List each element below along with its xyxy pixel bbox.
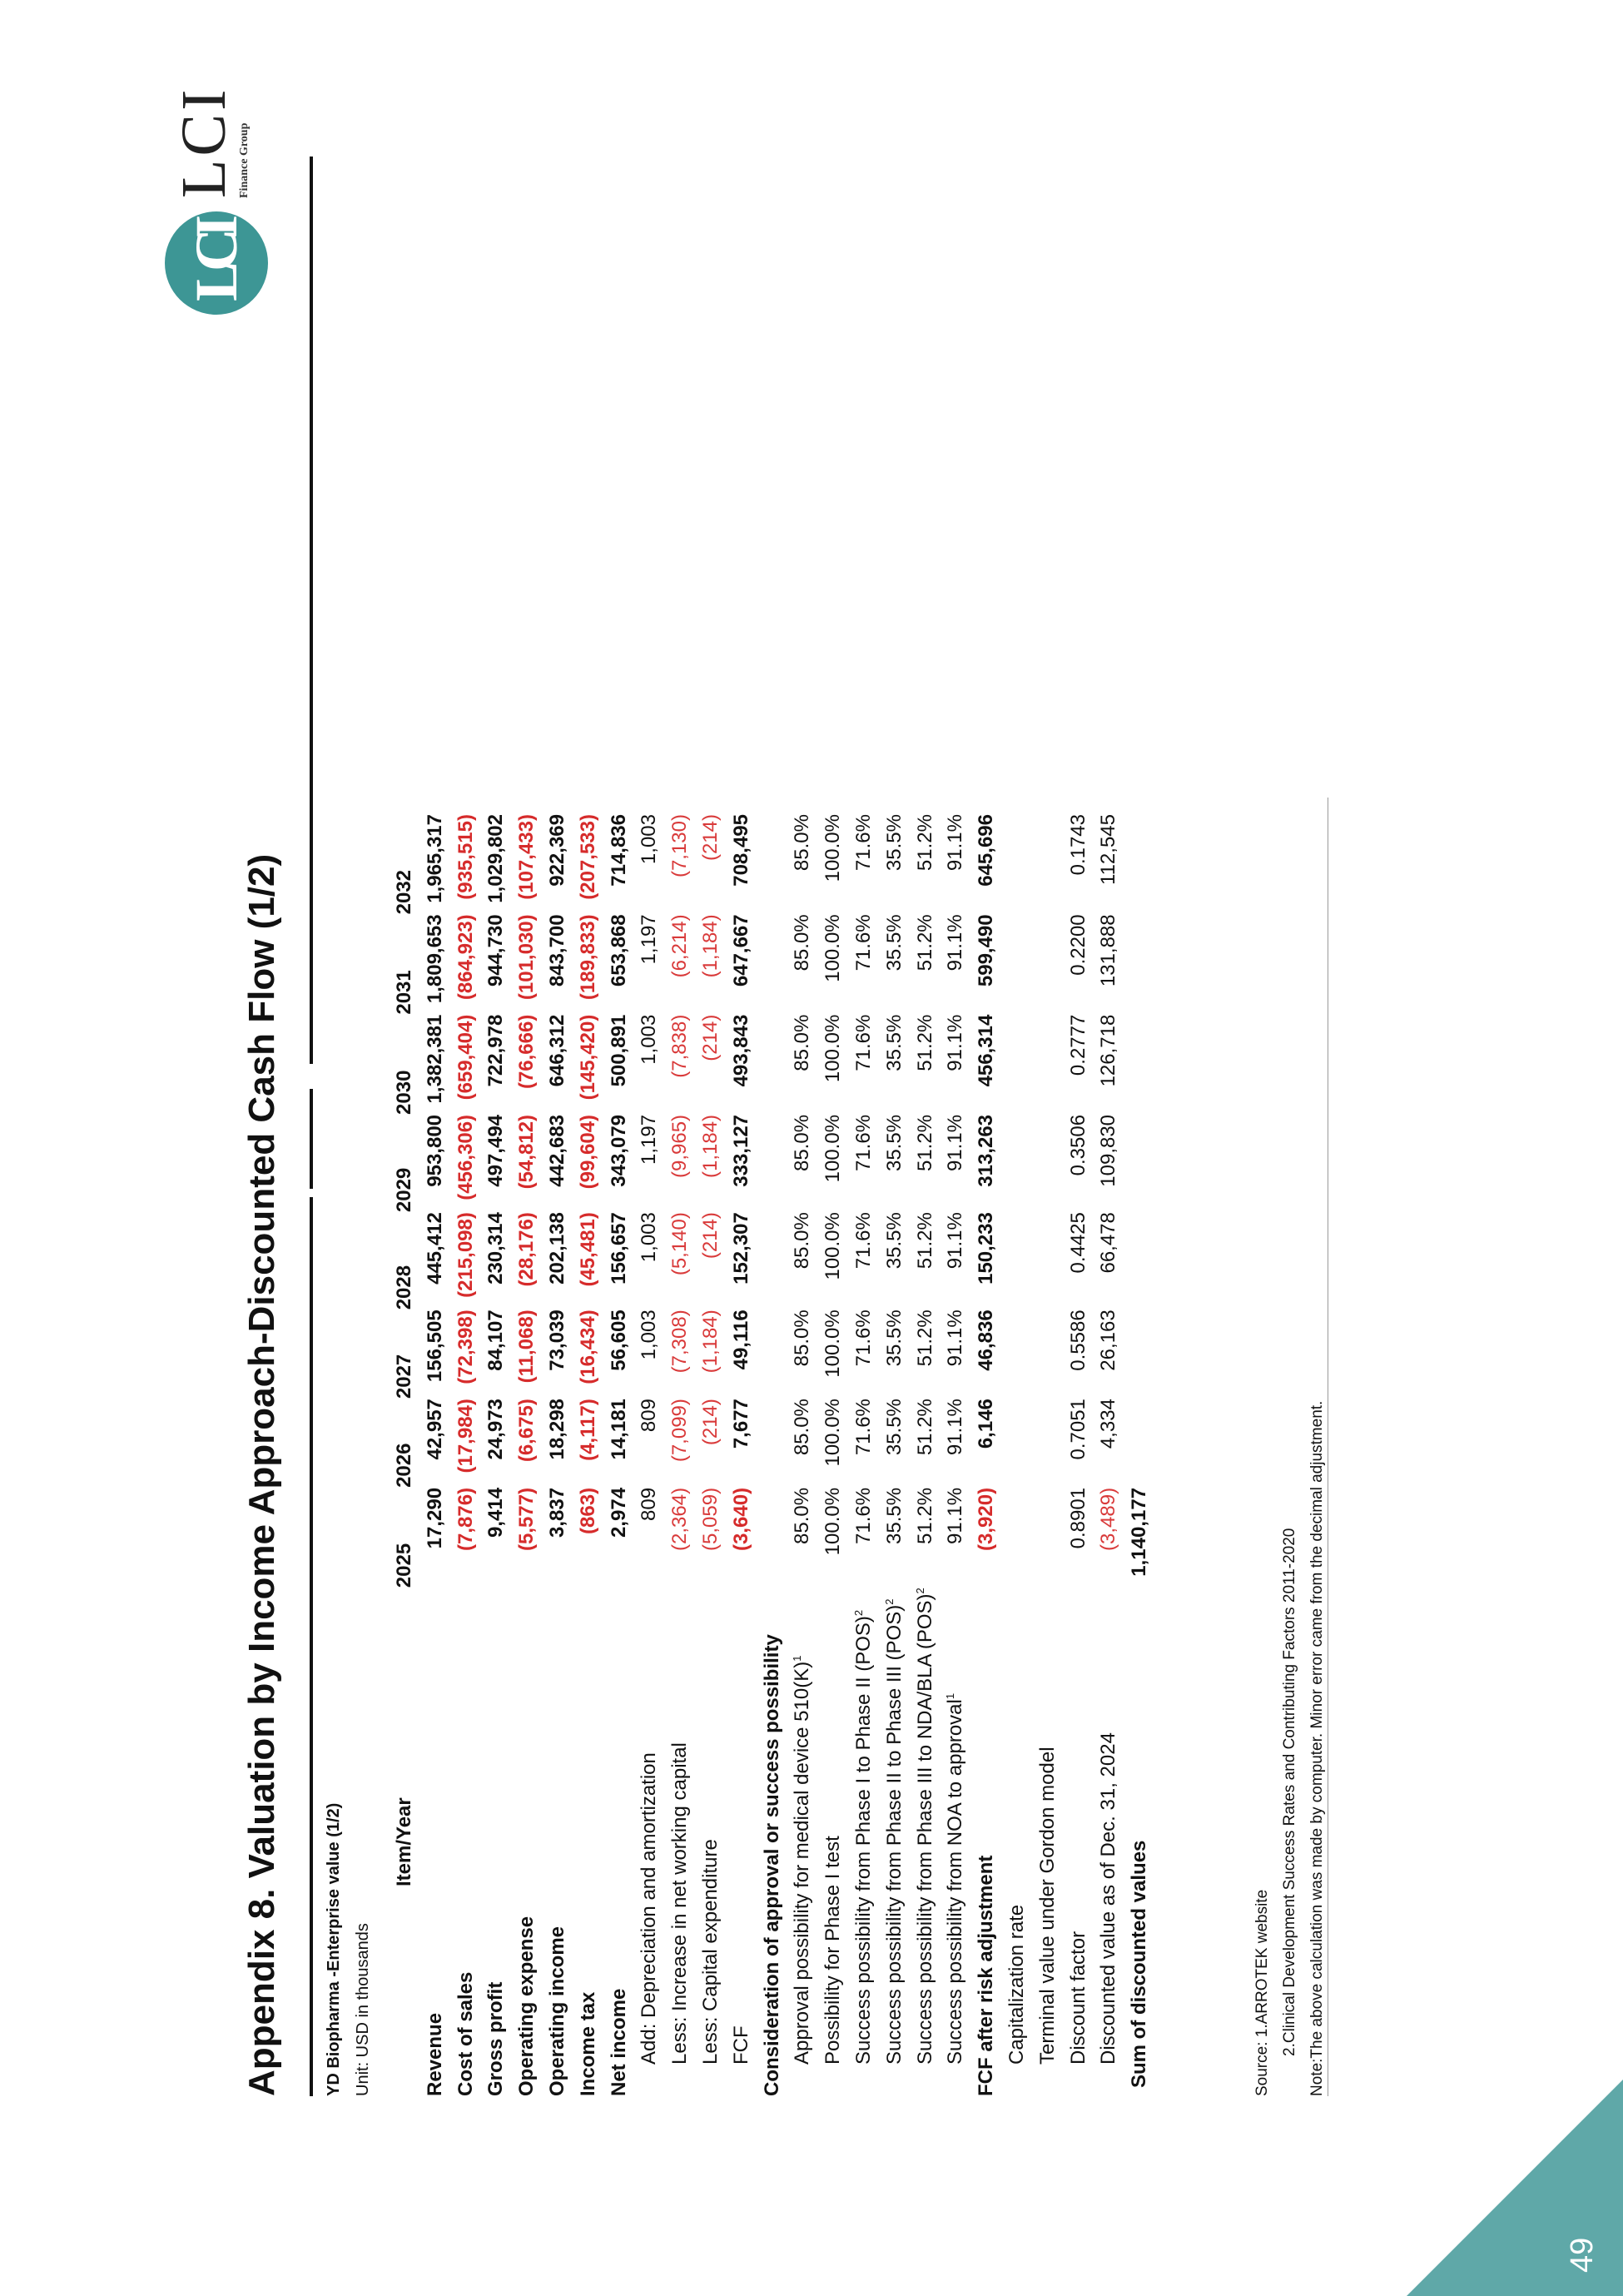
table-cell: (5,577) (515, 1487, 539, 1551)
row-label (481, 1588, 512, 2096)
table-cell: (28,176) (515, 1212, 539, 1287)
table-cell: 73,039 (545, 1310, 568, 1371)
row-label (880, 1588, 911, 2096)
table-cell: 91.1% (944, 1399, 967, 1456)
row-label-text: Discount factor (1066, 1931, 1089, 2065)
row-label (451, 1588, 482, 2096)
table-row (543, 814, 573, 2096)
table-cell: 100.0% (821, 1014, 845, 1083)
table-cell: 230,314 (484, 1212, 508, 1285)
table-cell: 843,700 (545, 914, 568, 987)
table-cell: 131,888 (1097, 914, 1120, 987)
table-row (818, 814, 849, 2096)
table-cell (1124, 1015, 1155, 1115)
table-cell: 100.0% (821, 1212, 845, 1280)
table-cell: 35.5% (882, 1487, 906, 1544)
table-cell: 493,843 (729, 1014, 752, 1087)
page-title: Appendix 8. Valuation by Income Approach-Discounted Cash Flow (1/2) (241, 853, 282, 2096)
table-cell: 809 (638, 1487, 661, 1521)
row-label-text: Income tax (576, 1991, 599, 2096)
table-cell: (7,130) (668, 814, 692, 878)
table-cell: 35.5% (882, 914, 906, 972)
table-cell: (4,117) (576, 1399, 599, 1461)
table-header-row (390, 814, 420, 2096)
table-cell (1124, 1399, 1155, 1488)
table-cell: (863) (576, 1487, 599, 1534)
footnote-marker: 2 (882, 1598, 896, 1605)
table-cell (757, 1015, 788, 1115)
table-cell: (16,434) (576, 1310, 599, 1384)
table-cell: 1,197 (638, 1114, 661, 1165)
table-cell: 24,973 (484, 1399, 508, 1460)
notes-block (1248, 1401, 1331, 2096)
table-cell (1033, 1115, 1064, 1212)
table-body (420, 814, 1155, 2096)
row-label-text: Less: Capital expenditure (698, 1839, 722, 2065)
header-item: Item/Year (393, 1797, 415, 1886)
table-cell: 1,003 (638, 1014, 661, 1065)
header-year: 2027 (393, 1354, 415, 1399)
table-cell: (145,420) (576, 1014, 599, 1101)
unit-label: Unit: USD in thousands (354, 1923, 372, 2096)
table-cell: (72,398) (454, 1310, 477, 1384)
footnote-marker: 2 (913, 1588, 926, 1594)
header-year: 2028 (393, 1265, 415, 1310)
table-cell: 91.1% (944, 914, 967, 972)
table-cell: 51.2% (913, 914, 936, 972)
table-cell (1002, 1488, 1033, 1588)
table-cell: 71.6% (851, 914, 875, 972)
table-cell (1002, 914, 1033, 1014)
header-year: 2026 (393, 1443, 415, 1488)
table-cell: 645,696 (975, 814, 998, 887)
table-row (665, 814, 696, 2096)
row-label (543, 1588, 573, 2096)
table-row (696, 814, 727, 2096)
table-cell: 17,290 (423, 1487, 446, 1549)
row-label (757, 1588, 788, 2096)
table-cell: (214) (698, 1212, 722, 1260)
row-label (911, 1588, 941, 2096)
table-cell: 71.6% (851, 1399, 875, 1456)
table-cell: 100.0% (821, 814, 845, 882)
table-row (481, 814, 512, 2096)
row-label-text: Sum of discounted values (1128, 1840, 1151, 2088)
table-cell: (54,812) (515, 1114, 539, 1190)
table-cell (757, 1212, 788, 1310)
table-cell: (7,838) (668, 1014, 692, 1078)
table-cell (757, 814, 788, 914)
table-cell: 0.1743 (1066, 814, 1089, 876)
page-number: 49 (1565, 2237, 1600, 2273)
row-label-text: Cost of sales (454, 1971, 477, 2096)
table-cell: (3,920) (975, 1487, 998, 1551)
table-cell: 2,974 (607, 1487, 630, 1538)
table-subtitle: YD Biopharma -Enterprise value (1/2) (325, 1802, 343, 2096)
table-cell: 599,490 (975, 914, 998, 987)
table-cell: 0.2200 (1066, 914, 1089, 976)
table-cell: 0.4425 (1066, 1212, 1089, 1274)
table-row (1002, 814, 1033, 2096)
table-cell: 91.1% (944, 1114, 967, 1172)
logo-tagline: Finance Group (238, 122, 251, 198)
table-cell: 56,605 (607, 1310, 630, 1371)
footnote-marker: 1 (791, 1655, 804, 1662)
table-cell: 313,263 (975, 1114, 998, 1187)
table-cell: 51.2% (913, 1399, 936, 1456)
table-cell: 85.0% (791, 1014, 814, 1071)
table-cell: 152,307 (729, 1212, 752, 1285)
table-row (1033, 814, 1064, 2096)
row-label-text: Approval possibility for medical device 510(K) (791, 1661, 814, 2065)
title-rule-right (310, 157, 313, 1064)
table-cell: 333,127 (729, 1114, 752, 1187)
table-cell: 51.2% (913, 1212, 936, 1270)
table-row (634, 814, 665, 2096)
table-cell: 71.6% (851, 1114, 875, 1172)
table-row (727, 814, 757, 2096)
table-cell: 51.2% (913, 1114, 936, 1172)
table-cell: 156,505 (423, 1310, 446, 1383)
table-cell: 100.0% (821, 914, 845, 982)
row-label-text: Less: Increase in net working capital (668, 1742, 692, 2065)
table-cell: 150,233 (975, 1212, 998, 1285)
header-year: 2029 (393, 1167, 415, 1213)
table-cell: 6,146 (975, 1399, 998, 1449)
table-cell (757, 1399, 788, 1488)
table-cell: 35.5% (882, 1014, 906, 1071)
table-cell: 35.5% (882, 1399, 906, 1456)
table-cell: 51.2% (913, 1014, 936, 1071)
table-row (757, 814, 788, 2096)
table-cell: (935,515) (454, 814, 477, 900)
header-year: 2031 (393, 970, 415, 1015)
row-label-text: Discounted value as of Dec. 31, 2024 (1097, 1732, 1120, 2065)
table-cell: 109,830 (1097, 1114, 1120, 1187)
table-cell: 100.0% (821, 1310, 845, 1378)
table-cell: (456,306) (454, 1114, 477, 1200)
table-cell: 953,800 (423, 1114, 446, 1187)
table-cell: 35.5% (882, 1114, 906, 1172)
table-row (512, 814, 543, 2096)
row-label-text: Operating income (545, 1926, 568, 2096)
table-cell: 71.6% (851, 1014, 875, 1071)
table-cell: 100.0% (821, 1487, 845, 1556)
row-label (941, 1588, 971, 2096)
table-cell: (3,640) (729, 1487, 752, 1551)
table-cell: (6,675) (515, 1399, 539, 1463)
table-cell: 1,003 (638, 1212, 661, 1263)
table-cell: 1,197 (638, 914, 661, 965)
table-cell: 26,163 (1097, 1310, 1120, 1371)
table-cell: 85.0% (791, 1487, 814, 1544)
table-cell: (9,965) (668, 1114, 692, 1178)
table-cell: 1,140,177 (1128, 1487, 1151, 1577)
table-cell: 1,965,317 (423, 814, 446, 903)
table-cell: 46,836 (975, 1310, 998, 1371)
table-cell: 51.2% (913, 814, 936, 872)
table-cell: (5,059) (698, 1487, 722, 1551)
table-cell: 0.8901 (1066, 1487, 1089, 1549)
row-label-text: Success possibility from Phase III to NDA/BLA (POS) (913, 1593, 936, 2065)
table-cell: (189,833) (576, 914, 599, 1001)
table-cell (1002, 1212, 1033, 1310)
table-cell: (7,099) (668, 1399, 692, 1463)
table-cell: 100.0% (821, 1114, 845, 1183)
company-logo (75, 65, 275, 315)
table-cell: 500,891 (607, 1014, 630, 1087)
table-cell: 42,957 (423, 1399, 446, 1460)
table-cell: 1,003 (638, 814, 661, 865)
table-cell: (1,184) (698, 1310, 722, 1374)
row-label-text: Revenue (423, 2012, 446, 2096)
row-label-text: Success possibility from Phase II to Phase III (POS) (882, 1604, 906, 2065)
header-year: 2030 (393, 1070, 415, 1115)
table-cell: 445,412 (423, 1212, 446, 1285)
table-cell: 35.5% (882, 814, 906, 872)
table-cell: 1,382,381 (423, 1014, 446, 1104)
table-cell: 9,414 (484, 1487, 508, 1538)
table-cell (1033, 1212, 1064, 1310)
table-cell: 91.1% (944, 1212, 967, 1270)
title-rule-left (310, 1197, 313, 2096)
table-cell: 85.0% (791, 814, 814, 872)
table-cell (1002, 814, 1033, 914)
row-label-text: Capitalization rate (1005, 1904, 1028, 2065)
row-label (1064, 1588, 1094, 2096)
table-cell (1124, 914, 1155, 1014)
table-cell: 714,836 (607, 814, 630, 887)
table-cell: 0.2777 (1066, 1014, 1089, 1076)
logo-monogram-icon (165, 211, 268, 315)
table-cell: 35.5% (882, 1212, 906, 1270)
table-cell: 1,029,802 (484, 814, 508, 903)
table-cell: 497,494 (484, 1114, 508, 1187)
table-cell: 0.3506 (1066, 1114, 1089, 1176)
table-row (849, 814, 880, 2096)
table-cell (1124, 1310, 1155, 1399)
row-label-text: Possibility for Phase I test (821, 1836, 845, 2065)
table-cell (757, 1488, 788, 1588)
table-cell: (5,140) (668, 1212, 692, 1276)
table-cell: 71.6% (851, 1310, 875, 1367)
row-label-text: FCF after risk adjustment (975, 1855, 998, 2096)
row-label-text: Terminal value under Gordon model (1035, 1747, 1059, 2065)
header-year: 2032 (393, 869, 415, 915)
table-cell (757, 1310, 788, 1399)
table-cell: 1,809,653 (423, 914, 446, 1004)
source-note: Source: 1.ARROTEK website (1253, 1889, 1271, 2096)
table-cell: 4,334 (1097, 1399, 1120, 1449)
table-cell: 85.0% (791, 914, 814, 972)
row-label (420, 1588, 451, 2096)
table-cell: 100.0% (821, 1399, 845, 1467)
dcf-table (390, 814, 1155, 2096)
table-cell: (76,666) (515, 1014, 539, 1090)
table-cell: 944,730 (484, 914, 508, 987)
table-cell: 922,369 (545, 814, 568, 887)
table-cell: 202,138 (545, 1212, 568, 1285)
table-cell: 1,003 (638, 1310, 661, 1360)
logo-wordmark: LCI (169, 86, 239, 198)
table-cell: 809 (638, 1399, 661, 1433)
row-label (849, 1588, 880, 2096)
row-label (971, 1588, 1002, 2096)
table-cell (1002, 1015, 1033, 1115)
table-cell (1002, 1399, 1033, 1488)
row-label-text: Success possibility from NOA to approval (944, 1699, 967, 2065)
table-cell (1033, 1015, 1064, 1115)
table-cell: (215,098) (454, 1212, 477, 1298)
table-cell: (7,876) (454, 1487, 477, 1551)
table-cell: (1,184) (698, 1114, 722, 1178)
row-label (512, 1588, 543, 2096)
row-label-text: Operating expense (515, 1916, 539, 2096)
row-label (696, 1588, 727, 2096)
table-row (573, 814, 604, 2096)
table-cell: (3,489) (1097, 1487, 1120, 1551)
table-row (420, 814, 451, 2096)
table-cell (1124, 814, 1155, 914)
logo-monogram-text: LCI (182, 224, 250, 302)
table-cell: 3,837 (545, 1487, 568, 1538)
table-cell: 653,868 (607, 914, 630, 987)
table-cell: (214) (698, 814, 722, 862)
row-label-text: Success possibility from Phase I to Phase II (POS) (851, 1616, 875, 2065)
source-note-2: 2.Clinical Development Success Rates and Contributing Factors 2011-2020 (1281, 1528, 1298, 2056)
row-label (1124, 1588, 1155, 2096)
table-cell (1124, 1212, 1155, 1310)
table-cell (1033, 1488, 1064, 1588)
table-cell: (659,404) (454, 1014, 477, 1101)
table-cell: 156,657 (607, 1212, 630, 1285)
table-cell: (45,481) (576, 1212, 599, 1287)
table-cell: 85.0% (791, 1310, 814, 1367)
table-cell: 35.5% (882, 1310, 906, 1367)
row-label (634, 1588, 665, 2096)
table-cell: 112,545 (1097, 814, 1120, 885)
table-cell: (99,604) (576, 1114, 599, 1190)
row-label-text: FCF (729, 2025, 752, 2065)
table-cell: 126,718 (1097, 1014, 1120, 1087)
table-cell (1002, 1310, 1033, 1399)
row-label-text: Consideration of approval or success possibility (760, 1634, 783, 2096)
table-cell: 49,116 (729, 1310, 752, 1370)
table-cell: 18,298 (545, 1399, 568, 1460)
table-cell: (11,068) (515, 1310, 539, 1384)
table-cell: (7,308) (668, 1310, 692, 1374)
table-row (941, 814, 971, 2096)
table-cell: 343,079 (607, 1114, 630, 1187)
table-cell: 442,683 (545, 1114, 568, 1187)
table-cell: 647,667 (729, 914, 752, 987)
table-cell (1033, 814, 1064, 914)
table-cell (1033, 1399, 1064, 1488)
table-cell: 722,978 (484, 1014, 508, 1087)
table-cell: 51.2% (913, 1310, 936, 1367)
row-label (818, 1588, 849, 2096)
table-cell: 708,495 (729, 814, 752, 887)
table-row (604, 814, 635, 2096)
table-cell: (207,533) (576, 814, 599, 900)
table-cell: 456,314 (975, 1014, 998, 1087)
table-row (971, 814, 1002, 2096)
calculation-note: Note:The above calculation was made by computer. Minor error came from the decimal adjustment. (1308, 1400, 1326, 2096)
table-row (880, 814, 911, 2096)
table-cell: 85.0% (791, 1399, 814, 1456)
table-cell: (2,364) (668, 1487, 692, 1551)
table-cell: 91.1% (944, 1310, 967, 1367)
header-year: 2025 (393, 1543, 415, 1588)
row-label (604, 1588, 635, 2096)
table-cell (1002, 1115, 1033, 1212)
table-cell (757, 914, 788, 1014)
table-row (1094, 814, 1124, 2096)
table-cell: 91.1% (944, 1014, 967, 1071)
table-cell: 14,181 (607, 1399, 630, 1460)
table-cell: 71.6% (851, 814, 875, 872)
table-cell: (864,923) (454, 914, 477, 1001)
footnote-marker: 2 (851, 1609, 865, 1617)
table-cell: 71.6% (851, 1212, 875, 1270)
title-rule-mid (310, 1089, 313, 1189)
table-cell: 91.1% (944, 1487, 967, 1544)
table-cell: 646,312 (545, 1014, 568, 1087)
table-cell: (214) (698, 1014, 722, 1061)
table-cell: 84,107 (484, 1310, 508, 1371)
row-label-text: Gross profit (484, 1981, 508, 2096)
table-cell: (1,184) (698, 914, 722, 978)
table-cell: 71.6% (851, 1487, 875, 1544)
row-label (573, 1588, 604, 2096)
table-cell: (17,984) (454, 1399, 477, 1474)
table-cell: 91.1% (944, 814, 967, 872)
table-cell: 7,677 (729, 1399, 752, 1449)
table-cell: 0.5586 (1066, 1310, 1089, 1371)
table-cell: 51.2% (913, 1487, 936, 1544)
table-cell: (107,433) (515, 814, 539, 900)
table-cell (1033, 1310, 1064, 1399)
footnote-marker: 1 (944, 1692, 957, 1700)
row-label (1094, 1588, 1124, 2096)
row-label (787, 1588, 818, 2096)
table-cell: 0.7051 (1066, 1399, 1089, 1460)
table-cell (1033, 914, 1064, 1014)
table-cell (757, 1115, 788, 1212)
table-cell (1124, 1115, 1155, 1212)
row-label-text: Net income (607, 1988, 630, 2096)
table-row (1064, 814, 1094, 2096)
row-label (665, 1588, 696, 2096)
row-label (1002, 1588, 1033, 2096)
table-row (911, 814, 941, 2096)
table-cell: 85.0% (791, 1114, 814, 1172)
table-cell: (214) (698, 1399, 722, 1446)
table-cell: 66,478 (1097, 1212, 1120, 1274)
table-cell: (6,214) (668, 914, 692, 978)
row-label (1033, 1588, 1064, 2096)
table-cell: 85.0% (791, 1212, 814, 1270)
table-row (451, 814, 482, 2096)
table-cell: (101,030) (515, 914, 539, 1001)
table-row (787, 814, 818, 2096)
table-row (1124, 814, 1155, 2096)
row-label (727, 1588, 757, 2096)
row-label-text: Add: Depreciation and amortization (638, 1752, 661, 2065)
